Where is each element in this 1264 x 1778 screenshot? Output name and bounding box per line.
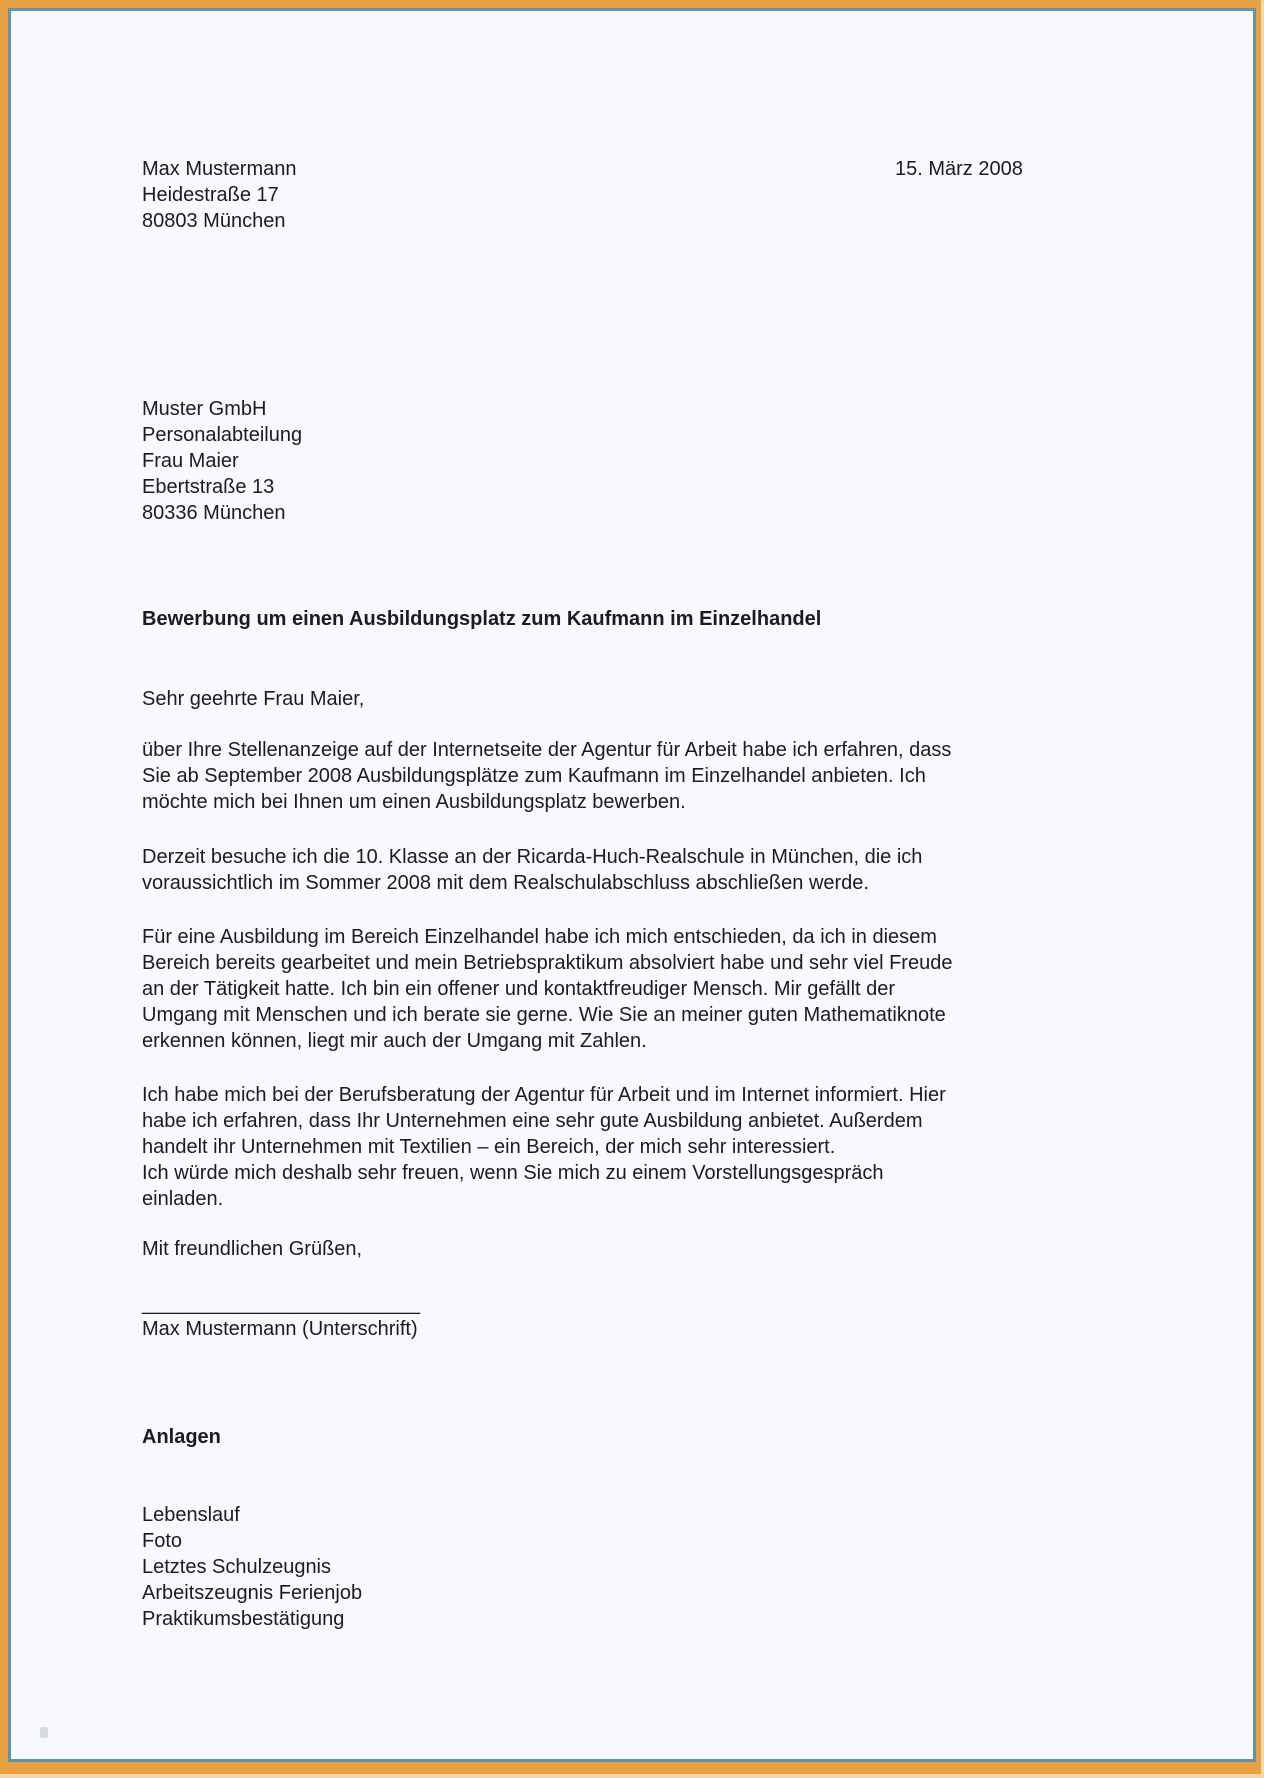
sender-address-line: 80803 München xyxy=(142,210,286,232)
salutation: Sehr geehrte Frau Maier, xyxy=(142,688,365,710)
enclosures-list xyxy=(142,1502,362,1632)
enclosure-item: Praktikumsbestätigung xyxy=(142,1608,345,1630)
recipient-address-line: Muster GmbH xyxy=(142,398,267,420)
enclosure-item: Foto xyxy=(142,1530,183,1552)
paragraph-current-school xyxy=(142,844,922,896)
signature-name: Max Mustermann (Unterschrift) xyxy=(142,1318,418,1340)
sender-address xyxy=(142,156,297,234)
recipient-address-line: Personalabteilung xyxy=(142,424,303,446)
closing-phrase: Mit freundlichen Grüßen, xyxy=(142,1238,363,1260)
enclosures-title: Anlagen xyxy=(142,1426,221,1448)
paragraph-line: Umgang mit Menschen und ich berate sie gerne. Wie Sie an meiner guten Mathematiknote xyxy=(142,1004,946,1026)
paragraph-introduction xyxy=(142,737,951,815)
paragraph-line: Ich habe mich bei der Berufsberatung der Agentur für Arbeit und im Internet informiert. Hier xyxy=(142,1084,946,1106)
subject-line: Bewerbung um einen Ausbildungsplatz zum Kaufmann im Einzelhandel xyxy=(142,608,822,630)
enclosure-item: Arbeitszeugnis Ferienjob xyxy=(142,1582,363,1604)
recipient-address-line: Ebertstraße 13 xyxy=(142,476,275,498)
paragraph-line: habe ich erfahren, dass Ihr Unternehmen eine sehr gute Ausbildung anbietet. Außerdem xyxy=(142,1110,923,1132)
signature-line: _________________________ xyxy=(142,1293,421,1315)
paragraph-company-interest xyxy=(142,1082,946,1212)
letter-page xyxy=(8,8,1256,1762)
paragraph-line: Für eine Ausbildung im Bereich Einzelhandel habe ich mich entschieden, da ich in diesem xyxy=(142,926,937,948)
recipient-address-line: 80336 München xyxy=(142,502,286,524)
sender-address-line: Heidestraße 17 xyxy=(142,184,279,206)
enclosure-item: Letztes Schulzeugnis xyxy=(142,1556,332,1578)
recipient-address xyxy=(142,396,302,526)
paragraph-line: erkennen können, liegt mir auch der Umgang mit Zahlen. xyxy=(142,1030,647,1052)
paragraph-line: handelt ihr Unternehmen mit Textilien – ein Bereich, der mich sehr interessiert. xyxy=(142,1136,836,1158)
paragraph-line: Sie ab September 2008 Ausbildungsplätze zum Kaufmann im Einzelhandel anbieten. Ich xyxy=(142,765,926,787)
paragraph-line: voraussichtlich im Sommer 2008 mit dem Realschulabschluss abschließen werde. xyxy=(142,872,869,894)
enclosure-item: Lebenslauf xyxy=(142,1504,240,1526)
enclosures-section xyxy=(142,1372,362,1684)
letter-date: 15. März 2008 xyxy=(895,158,1023,180)
paragraph-line: an der Tätigkeit hatte. Ich bin ein offener und kontaktfreudiger Mensch. Mir gefällt der xyxy=(142,978,896,1000)
sender-address-line: Max Mustermann xyxy=(142,158,297,180)
paragraph-line: einladen. xyxy=(142,1188,224,1210)
paragraph-line: Ich würde mich deshalb sehr freuen, wenn Sie mich zu einem Vorstellungsgespräch xyxy=(142,1162,884,1184)
paragraph-line: Derzeit besuche ich die 10. Klasse an der Ricarda-Huch-Realschule in München, die ich xyxy=(142,846,923,868)
paragraph-line: Bereich bereits gearbeitet und mein Betriebspraktikum absolviert habe und sehr viel Freude xyxy=(142,952,953,974)
recipient-address-line: Frau Maier xyxy=(142,450,239,472)
scan-artifact-mark xyxy=(40,1727,48,1738)
paragraph-line: möchte mich bei Ihnen um einen Ausbildungsplatz bewerben. xyxy=(142,791,686,813)
paragraph-motivation xyxy=(142,924,952,1054)
paragraph-line: über Ihre Stellenanzeige auf der Internetseite der Agentur für Arbeit habe ich erfahren, dass xyxy=(142,739,952,761)
